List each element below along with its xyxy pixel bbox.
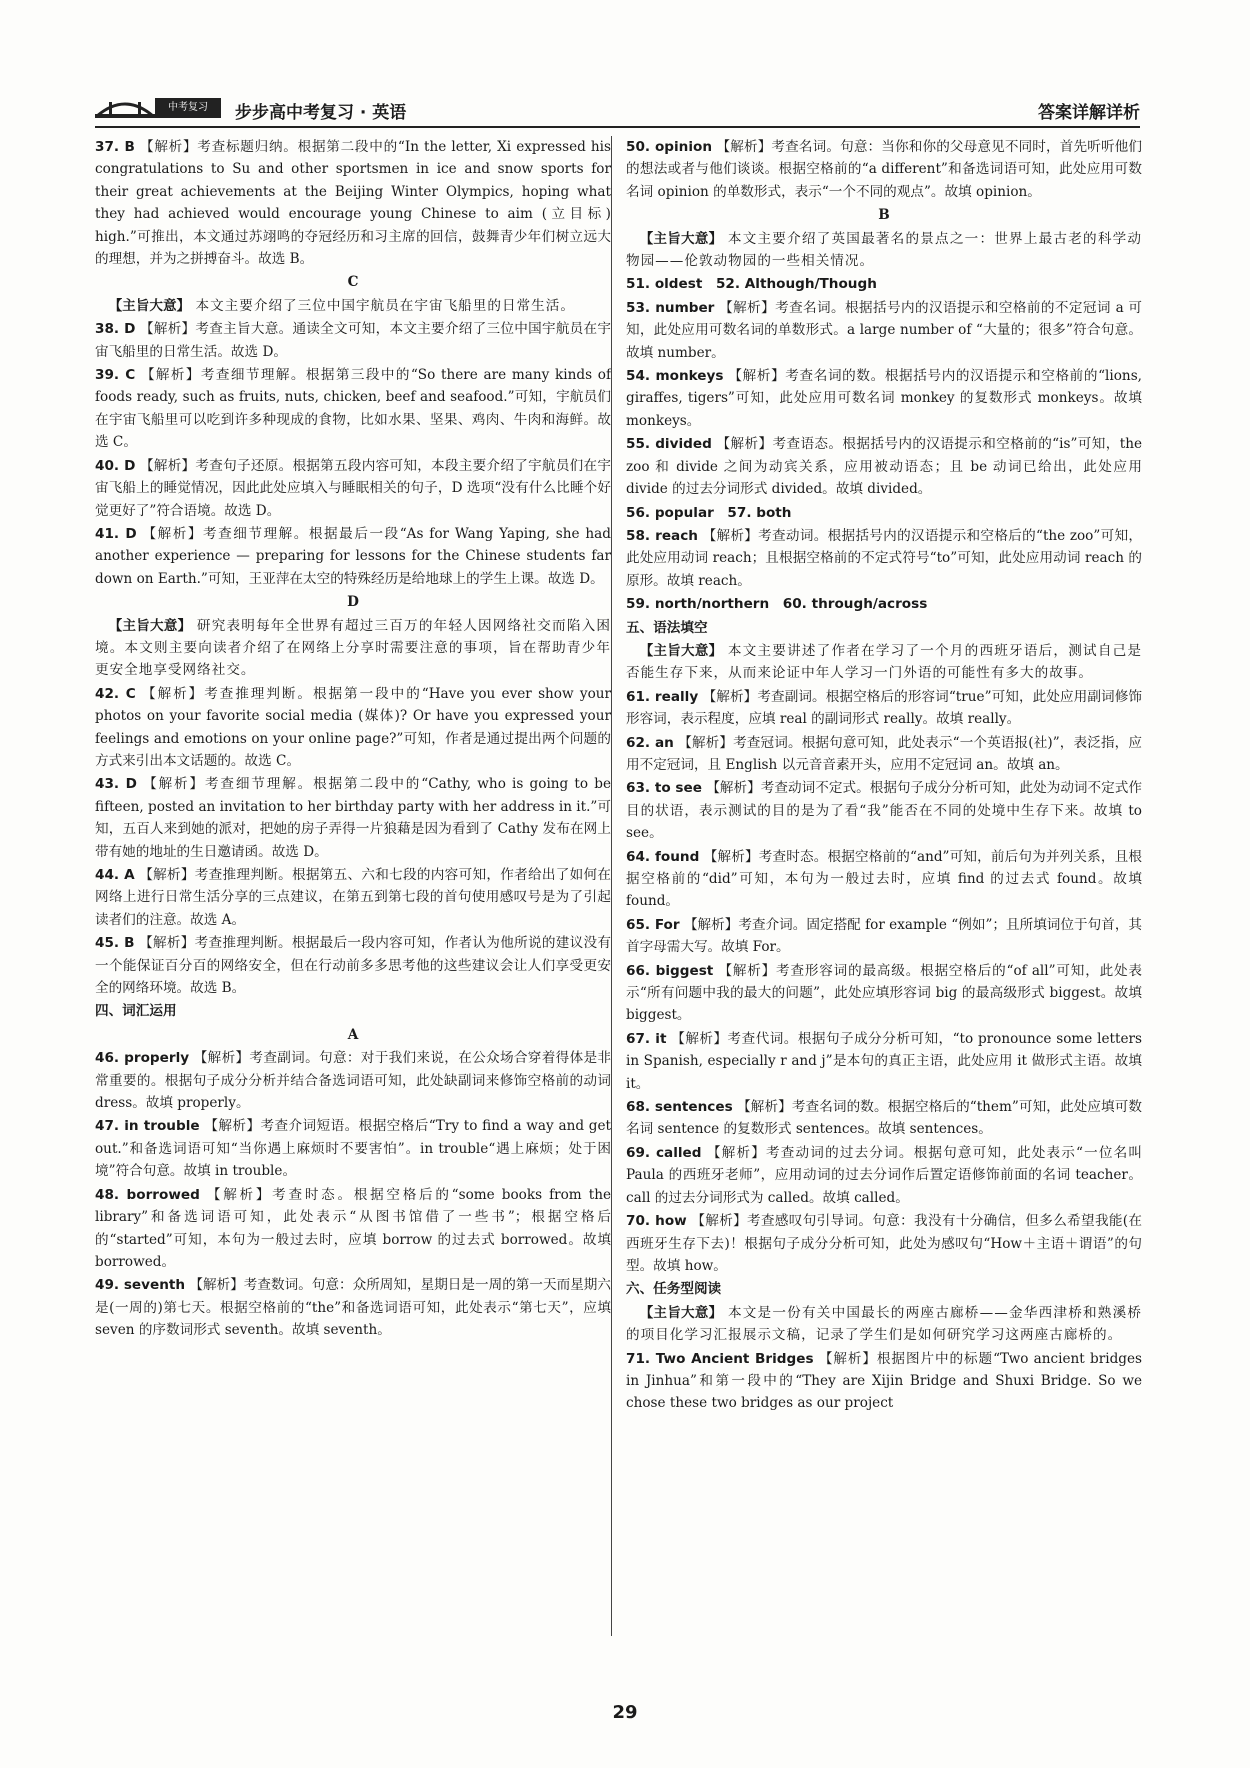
- answer-key: 47. in trouble: [95, 1118, 200, 1135]
- section-heading: 五、语法填空: [626, 619, 708, 636]
- answer-explanation: 【解析】考查推理判断。根据第一段中的“Have you ever show your photos on your favorite social media (媒体)? Or have you expressed your feelings and emotions on your online page?”可知，作者是通过提出两个问题的方式来引出本文话题的。故选 C。: [95, 685, 611, 769]
- answer-entry: [626, 914, 1142, 959]
- main-idea-text: 研究表明每年全世界有超过三百万的年轻人因网络社交而陷入困境。本文则主要向读者介绍了在网络上分享时需要注意的事项，旨在帮助青少年更安全地享受网络社交。: [95, 617, 612, 679]
- answer-explanation: 【解析】根据图片中的标题“Two ancient bridges in Jinhua”和第一段中的“They are Xijin Bridge and Shuxi Bridge. So we chose these two bridges as our project: [626, 1350, 1142, 1412]
- main-idea-tag: 【主旨大意】: [639, 230, 723, 247]
- main-idea-text: 本文主要讲述了作者在学习了一个月的西班牙语后，测试自己是否能生存下来，从而来论证中年人学习一门外语的可能性有多大的故事。: [626, 642, 1143, 682]
- answer-key: 67. it: [626, 1030, 667, 1047]
- answer-explanation: 【解析】考查名词的数。根据空格后的“them”可知，此处应填可数名词 sentence 的复数形式 sentences。故填 sentences。: [626, 1099, 1142, 1138]
- book-title: 步步高中考复习 · 英语: [235, 103, 407, 123]
- passage-letter: D: [347, 594, 359, 611]
- answer-key: 48. borrowed: [95, 1186, 200, 1203]
- answer-key: 39. C: [95, 367, 136, 384]
- answer-entry: [626, 846, 1142, 913]
- publisher-logo: [95, 88, 225, 122]
- logo-text: 中考复习: [155, 98, 221, 118]
- answer-explanation: 【解析】考查时态。根据空格前的“and”可知，前后句为并列关系，且根据空格前的“did”可知，本句为一般过去时，应填 find 的过去式 found。故填 found。: [626, 848, 1142, 910]
- answer-explanation: 【解析】考查细节理解。根据最后一段“As for Wang Yaping, she had another experience — preparing for lessons for the Chinese students far down on Earth.”可知，王亚萍在太空的特殊经历是给地球上的学生上课。故选 D。: [95, 525, 611, 587]
- answer-explanation: 【解析】考查介词短语。根据空格后“Try to find a way and get out.”和备选词语可知“当你遇上麻烦时不要害怕”。in trouble“遇上麻烦；处于困境”符合句意。故填 in trouble。: [95, 1118, 612, 1180]
- answer-entry: [95, 1115, 611, 1182]
- passage-letter: A: [347, 1026, 359, 1043]
- answer-entry: [95, 523, 611, 590]
- answer-entry: [626, 1096, 1142, 1141]
- answer-key: 45. B: [95, 935, 135, 952]
- answer-explanation: 【解析】考查名词的数。根据括号内的汉语提示和空格前的“lions, giraffes, tigers”可知，此处应用可数名词 monkey 的复数形式 monkeys。故填 monkeys。: [626, 368, 1142, 429]
- answer-key: 40. D: [95, 457, 136, 474]
- answer-key: 41. D: [95, 525, 137, 542]
- answer-key: 49. seventh: [95, 1277, 186, 1294]
- answer-entry: [626, 732, 1142, 777]
- answer-key: 51. oldest 52. Although/Though: [626, 276, 877, 293]
- left-column: [95, 136, 611, 1343]
- answer-explanation: 【解析】考查句子还原。根据第五段内容可知，本段主要介绍了宇航员们在宇宙飞船上的睡觉情况，因此此处应填入与睡眠相关的句子，D 选项“没有什么比睡个好觉更好了”符合语境。故选 D。: [95, 457, 611, 519]
- answer-entry: [95, 318, 611, 363]
- answer-entry: [626, 136, 1142, 203]
- answer-entry: [626, 433, 1142, 500]
- answer-explanation: 【解析】考查动词的过去分词。根据句意可知，此处表示“一位名叫 Paula 的西班牙老师”，应用动词的过去分词作后置定语修饰前面的名词 teacher。call 的过去分词形式为 called。故填 called。: [626, 1144, 1142, 1206]
- main-idea-tag: 【主旨大意】: [639, 1304, 723, 1321]
- answer-key: 44. A: [95, 867, 135, 883]
- answer-entry: [95, 1184, 611, 1274]
- answer-explanation: 【解析】考查副词。句意：对于我们来说，在公众场合穿着得体是非常重要的。根据句子成分分析并结合备选词语可知，此处缺副词来修饰空格前的动词 dress。故填 properly。: [95, 1050, 612, 1112]
- answer-explanation: 【解析】考查细节理解。根据第二段中的“Cathy, who is going to be fifteen, posted an invitation to her birthday party with her address in it.”可知，五百人来到她的派对，把她的房子弄得一片狼藉是因为看到了 Cathy 发布在网上带有她的地址的生日邀请函。故选 D。: [95, 776, 611, 860]
- answer-key: 66. biggest: [626, 962, 714, 979]
- bridge-logo-icon: [95, 88, 155, 122]
- section-heading: 四、词汇运用: [95, 1003, 177, 1020]
- answer-entry: [626, 1028, 1142, 1095]
- answer-explanation: 【解析】考查数词。句意：众所周知，星期日是一周的第一天而星期六是(一周的)第七天。根据空格前的“the”和备选词语可知，此处表示“第七天”，应填 seven 的序数词形式 seventh。故填 seventh。: [95, 1277, 612, 1339]
- answer-entry: [626, 686, 1142, 731]
- answer-entry: [95, 683, 611, 773]
- answer-key: 59. north/northern 60. through/across: [626, 596, 928, 613]
- right-column: [626, 136, 1142, 1416]
- answer-key: 56. popular 57. both: [626, 504, 792, 521]
- answer-entry: [95, 932, 611, 999]
- answer-key: 55. divided: [626, 436, 712, 453]
- answer-key: 63. to see: [626, 780, 702, 797]
- main-idea: [626, 640, 1142, 685]
- answer-key: 58. reach: [626, 527, 698, 544]
- passage-letter: B: [878, 207, 890, 224]
- answer-explanation: 【解析】考查推理判断。根据第五、六和七段的内容可知，作者给出了如何在网络上进行日常生活分享的三点建议，在第五到第七段的首句使用感叹号是为了引起读者们的注意。故选 A。: [95, 867, 611, 928]
- answer-entry: [626, 593, 1142, 615]
- answer-key: 64. found: [626, 848, 700, 865]
- main-idea: [95, 615, 611, 682]
- answer-key: 68. sentences: [626, 1099, 733, 1116]
- main-idea-text: 本文主要介绍了三位中国宇航员在宇宙飞船里的日常生活。: [195, 297, 575, 314]
- answer-key: 54. monkeys: [626, 368, 724, 385]
- answer-explanation: 【解析】考查感叹句引导词。句意：我没有十分确信，但多么希望我能(在西班牙生存下去)！根据句子成分分析可知，此处为感叹句“How＋主语＋谓语”的句型。故填 how。: [626, 1213, 1142, 1274]
- answer-explanation: 【解析】考查动词不定式。根据句子成分分析可知，此处为动词不定式作目的状语，表示测试的目的是为了看“我”能否在不同的处境中生存下来。故填 to see。: [626, 780, 1142, 842]
- main-idea-tag: 【主旨大意】: [108, 617, 192, 634]
- answer-key: 62. an: [626, 734, 674, 751]
- answer-key: 65. For: [626, 916, 680, 933]
- answer-key: 61. really: [626, 688, 699, 705]
- answer-entry: [626, 960, 1142, 1027]
- answer-entry: [626, 1210, 1142, 1277]
- answer-explanation: 【解析】考查冠词。根据句意可知，此处表示“一个英语报(社)”，表泛指，应用不定冠词，且 English 以元音音素开头，应用不定冠词 an。故填 an。: [626, 734, 1142, 773]
- answer-entry: [626, 502, 1142, 524]
- main-idea-tag: 【主旨大意】: [108, 297, 191, 314]
- answer-entry: [95, 864, 611, 931]
- answer-key: 50. opinion: [626, 139, 713, 155]
- answer-key: 70. how: [626, 1213, 687, 1230]
- answer-entry: [95, 364, 611, 454]
- section-heading: 六、任务型阅读: [626, 1281, 722, 1298]
- answer-key: 53. number: [626, 299, 715, 316]
- answer-explanation: 【解析】考查代词。根据句子成分分析可知，“to pronounce some letters in Spanish, especially r and j”是本句的真正主语，此处应用 it 做形式主语。故填 it。: [626, 1030, 1142, 1092]
- answer-entry: [95, 455, 611, 522]
- answer-entry: [626, 525, 1142, 592]
- answer-explanation: 【解析】考查主旨大意。通读全文可知，本文主要介绍了三位中国宇航员在宇宙飞船里的日常生活。故选 D。: [95, 321, 611, 360]
- answer-explanation: 【解析】考查介词。固定搭配 for example “例如”；且所填词位于句首，其首字母需大写。故填 For。: [626, 916, 1143, 956]
- page-header: [95, 86, 1140, 128]
- answer-key: 69. called: [626, 1144, 702, 1161]
- answer-entry: [626, 1142, 1142, 1209]
- main-idea: [95, 295, 611, 317]
- answer-entry: [95, 773, 611, 863]
- answer-explanation: 【解析】考查时态。根据空格后的“some books from the library”和备选词语可知，此处表示“从图书馆借了一些书”；根据空格后的“started”可知，本句为一般过去时，应填 borrow 的过去式 borrowed。故填 borrowed。: [95, 1186, 611, 1270]
- answer-entry: [626, 297, 1142, 364]
- answer-explanation: 【解析】考查细节理解。根据第三段中的“So there are many kinds of foods ready, such as fruits, nuts, chicken, beef and seafood.”可知，宇航员们在宇宙飞船里可以吃到许多种现成的食物，比如水果、坚果、鸡肉、牛肉和海鲜。故选 C。: [95, 367, 612, 451]
- answer-explanation: 【解析】考查名词。句意：当你和你的父母意见不同时，首先听听他们的想法或者与他们谈谈。根据空格前的“a different”和备选词语可知，此处应用可数名词 opinion 的单数形式，表示“一个不同的观点”。故填 opinion。: [626, 139, 1143, 200]
- main-idea-text: 本文主要介绍了英国最著名的景点之一：世界上最古老的科学动物园——伦敦动物园的一些相关情况。: [626, 230, 1143, 270]
- main-idea-text: 本文是一份有关中国最长的两座古廊桥——金华西津桥和熟溪桥的项目化学习汇报展示文稿，记录了学生们是如何研究学习这两座古廊桥的。: [626, 1304, 1143, 1344]
- answer-explanation: 【解析】考查推理判断。根据最后一段内容可知，作者认为他所说的建议没有一个能保证百分百的网络安全，但在行动前多多思考他的这些建议会让人们享受更安全的网络环境。故选 B。: [95, 935, 612, 997]
- answer-key: 42. C: [95, 685, 136, 702]
- answer-entry: [626, 273, 1142, 295]
- answer-explanation: 【解析】考查动词。根据括号内的汉语提示和空格后的“the zoo”可知，此处应用动词 reach；且根据空格前的不定式符号“to”可知，此处应用动词 reach 的原形。故填 reach。: [626, 527, 1142, 589]
- column-divider: [611, 136, 612, 1636]
- answer-explanation: 【解析】考查标题归纳。根据第二段中的“In the letter, Xi expressed his congratulations to Su and other sportsmen in ice and snow sports for their great achievements at the Beijing Winter Olympics, hoping what they had achieved would encourage young Chinese to aim (立目标) high.”可推出，本文通过苏翊鸣的夺冠经历和习主席的回信，鼓舞青少年们树立远大的理想，并为之拼搏奋斗。故选 B。: [95, 139, 611, 268]
- answer-key: 71. Two Ancient Bridges: [626, 1350, 814, 1367]
- answer-entry: [626, 1348, 1142, 1415]
- answer-entry: [626, 777, 1142, 844]
- answer-key: 37. B: [95, 139, 135, 155]
- main-idea: [626, 1302, 1142, 1347]
- answer-explanation: 【解析】考查语态。根据括号内的汉语提示和空格前的“is”可知，the zoo 和 divide 之间为动宾关系，应用被动语态；且 be 动词已给出，此处应用 divide 的过去分词形式 divided。故填 divided。: [626, 436, 1143, 498]
- answer-entry: [95, 1274, 611, 1341]
- answer-explanation: 【解析】考查名词。根据括号内的汉语提示和空格前的不定冠词 a 可知，此处应用可数名词的单数形式。a large number of “大量的；很多”符合句意。故填 number。: [626, 299, 1142, 361]
- passage-letter: C: [347, 274, 359, 291]
- section-label: 答案详解详析: [1038, 103, 1140, 123]
- answer-key: 43. D: [95, 776, 137, 793]
- answer-entry: [95, 1047, 611, 1114]
- answer-entry: [626, 365, 1142, 432]
- answer-explanation: 【解析】考查形容词的最高级。根据空格后的“of all”可知，此处表示“所有问题中我的最大的问题”，此处应填形容词 big 的最高级形式 biggest。故填 biggest。: [626, 962, 1143, 1024]
- answer-key: 38. D: [95, 321, 136, 338]
- answer-key: 46. properly: [95, 1050, 190, 1067]
- main-idea: [626, 228, 1142, 273]
- answer-explanation: 【解析】考查副词。根据空格后的形容词“true”可知，此处应用副词修饰形容词，表示程度，应填 real 的副词形式 really。故填 really。: [626, 688, 1142, 728]
- main-idea-tag: 【主旨大意】: [639, 642, 723, 659]
- page-number: 29: [612, 1702, 638, 1723]
- answer-entry: [95, 136, 611, 270]
